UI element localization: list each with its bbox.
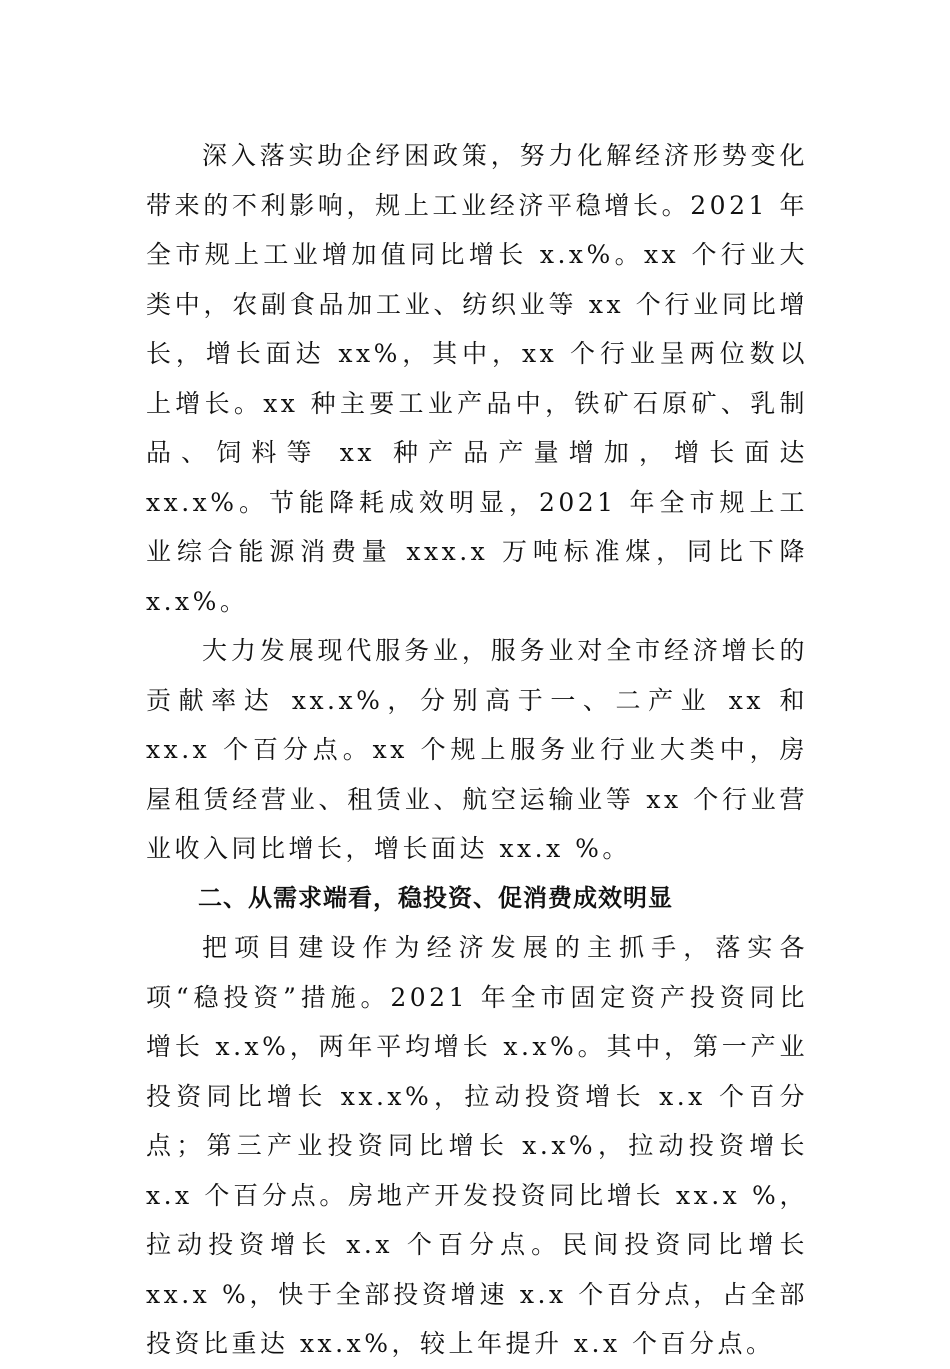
section-heading: 二、从需求端看，稳投资、促消费成效明显 xyxy=(198,883,673,912)
paragraph-services: 大力发展现代服务业，服务业对全市经济增长的贡献率达 xx.x%，分别高于一、二产业 xx 和 xx.x 个百分点。xx 个规上服务业行业大类中，房屋租赁经营业、租赁业、航空运输业等 xx 个行业营业收入同比增长，增长面达 xx.x %。 xyxy=(146,636,808,863)
paragraph-investment: 把项目建设作为经济发展的主抓手，落实各项“稳投资”措施。2021 年全市固定资产投资同比增长 x.x%，两年平均增长 x.x%。其中，第一产业投资同比增长 xx.x%，拉动投资增长 x.x 个百分点；第三产业投资同比增长 x.x%，拉动投资增长 x.x 个百分点。房地产开发投资同比增长 xx.x %，拉动投资增长 x.x 个百分点。民间投资同比增长 xx.x %，快于全部投资增速 x.x 个百分点，占全部投资比重达 xx.x%，较上年提升 x.x 个百分点。 xyxy=(146,933,808,1358)
document-body xyxy=(146,131,808,1369)
paragraph-industry: 深入落实助企纾困政策，努力化解经济形势变化带来的不利影响，规上工业经济平稳增长。2021 年全市规上工业增加值同比增长 x.x%。xx 个行业大类中，农副食品加工业、纺织业等 xx 个行业同比增长，增长面达 xx%，其中，xx 个行业呈两位数以上增长。xx 种主要工业产品中，铁矿石原矿、乳制品、饲料等 xx 种产品产量增加，增长面达 xx.x%。节能降耗成效明显，2021 年全市规上工业综合能源消费量 xxx.x 万吨标准煤，同比下降 x.x%。 xyxy=(146,141,808,616)
